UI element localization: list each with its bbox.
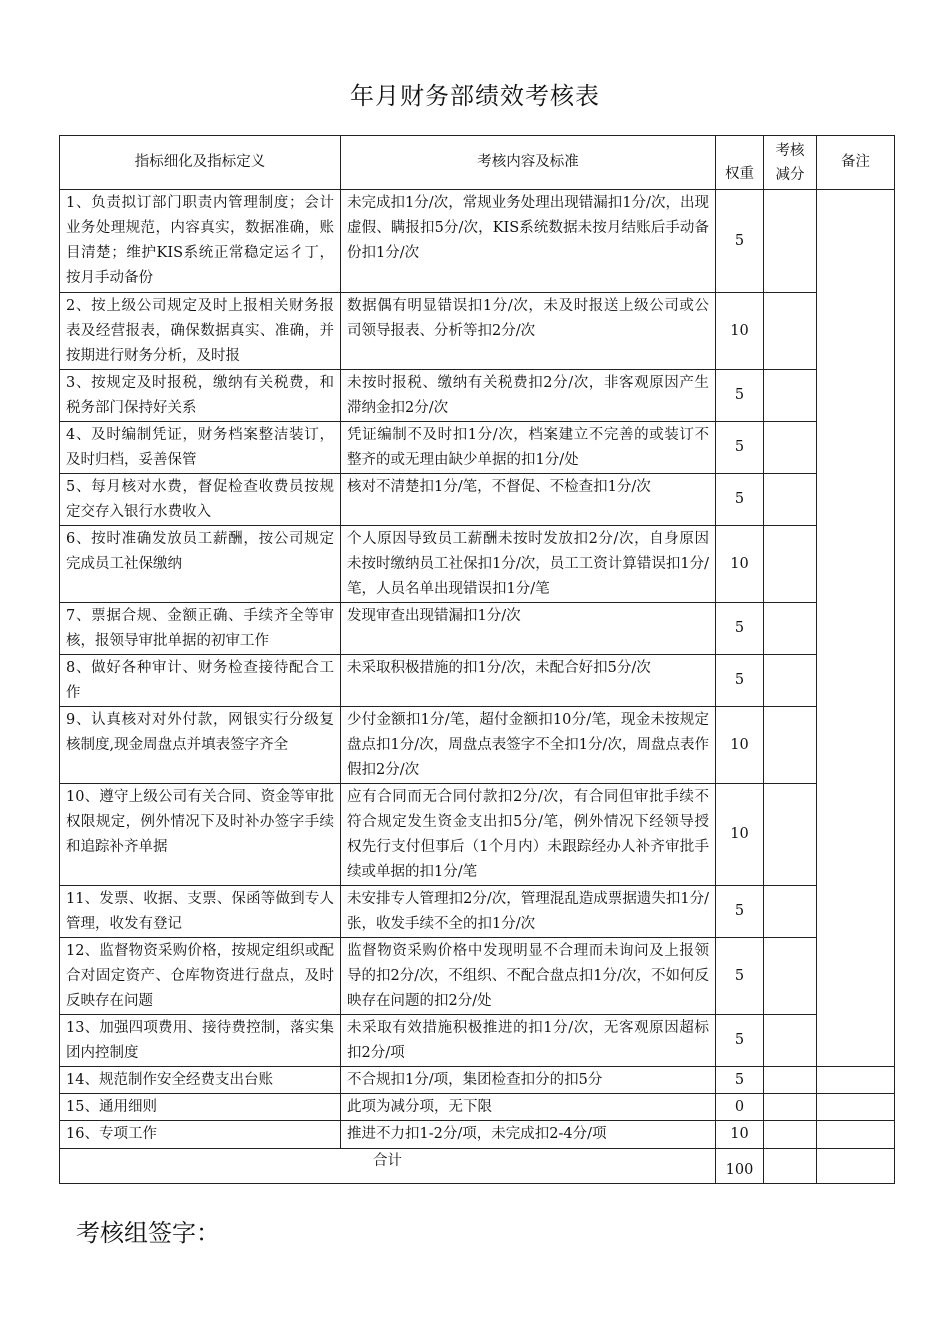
row-standard: 发现审查出现错漏扣1分/次 xyxy=(341,603,716,655)
row-weight: 5 xyxy=(716,938,764,1015)
table-row xyxy=(60,293,895,370)
row-weight: 5 xyxy=(716,1015,764,1067)
table-row xyxy=(60,1067,895,1094)
header-remark: 备注 xyxy=(817,136,895,190)
row-definition: 15、通用细则 xyxy=(60,1094,341,1121)
table-row xyxy=(60,526,895,603)
table-row xyxy=(60,707,895,784)
table-row xyxy=(60,1015,895,1067)
row-deduction-cell[interactable] xyxy=(764,1121,817,1149)
row-deduction-cell[interactable] xyxy=(764,293,817,370)
row-definition: 14、规范制作安全经费支出台账 xyxy=(60,1067,341,1094)
row-weight: 5 xyxy=(716,603,764,655)
row-weight: 10 xyxy=(716,784,764,886)
remark-cell[interactable] xyxy=(817,1094,895,1121)
total-row xyxy=(60,1149,895,1184)
row-deduction-cell[interactable] xyxy=(764,474,817,526)
page-title: 年月财务部绩效考核表 xyxy=(350,82,600,110)
row-deduction-cell[interactable] xyxy=(764,886,817,938)
row-deduction-cell[interactable] xyxy=(764,370,817,422)
table-row xyxy=(60,784,895,886)
row-deduction-cell[interactable] xyxy=(764,422,817,474)
table-row xyxy=(60,1094,895,1121)
row-deduction-cell[interactable] xyxy=(764,1094,817,1121)
total-label: 合计 xyxy=(60,1149,716,1184)
row-definition: 6、按时准确发放员工薪酬，按公司规定完成员工社保缴纳 xyxy=(60,526,341,603)
row-deduction-cell[interactable] xyxy=(764,655,817,707)
row-definition: 12、监督物资采购价格，按规定组织或配合对固定资产、仓库物资进行盘点，及时反映存在问题 xyxy=(60,938,341,1015)
table-header-row xyxy=(60,136,895,190)
row-definition: 16、专项工作 xyxy=(60,1121,341,1149)
row-standard: 应有合同而无合同付款扣2分/次，有合同但审批手续不符合规定发生资金支出扣5分/笔，例外情况下经领导授权先行支付但事后（1个月内）未跟踪经办人补齐审批手续或单据的扣1分/笔 xyxy=(341,784,716,886)
row-weight: 10 xyxy=(716,293,764,370)
total-remark-cell[interactable] xyxy=(817,1149,895,1184)
evaluation-table xyxy=(59,135,895,1184)
row-standard: 不合规扣1分/项，集团检查扣分的扣5分 xyxy=(341,1067,716,1094)
row-deduction-cell[interactable] xyxy=(764,938,817,1015)
table-row xyxy=(60,655,895,707)
row-standard: 数据偶有明显错误扣1分/次，未及时报送上级公司或公司领导报表、分析等扣2分/次 xyxy=(341,293,716,370)
header-definition: 指标细化及指标定义 xyxy=(60,136,341,190)
row-deduction-cell[interactable] xyxy=(764,707,817,784)
row-standard: 未采取有效措施积极推进的扣1分/次，无客观原因超标扣2分/项 xyxy=(341,1015,716,1067)
row-standard: 未按时报税、缴纳有关税费扣2分/次，非客观原因产生滞纳金扣2分/次 xyxy=(341,370,716,422)
remark-cell[interactable] xyxy=(817,1067,895,1094)
signature-label: 考核组签字： xyxy=(76,1219,220,1247)
row-standard: 核对不清楚扣1分/笔，不督促、不检查扣1分/次 xyxy=(341,474,716,526)
row-standard: 未完成扣1分/次，常规业务处理出现错漏扣1分/次，出现虚假、瞒报扣5分/次，KIS系统数据未按月结账后手动备份扣1分/次 xyxy=(341,190,716,293)
row-standard: 未安排专人管理扣2分/次，管理混乱造成票据遗失扣1分/张，收发手续不全的扣1分/次 xyxy=(341,886,716,938)
table-row xyxy=(60,474,895,526)
table-row xyxy=(60,370,895,422)
total-deduction-cell[interactable] xyxy=(764,1149,817,1184)
row-standard: 监督物资采购价格中发现明显不合理而未询问及上报领导的扣2分/次，不组织、不配合盘点扣1分/次，不如何反映存在问题的扣2分/处 xyxy=(341,938,716,1015)
row-weight: 5 xyxy=(716,474,764,526)
remark-cell[interactable] xyxy=(817,190,895,1067)
row-definition: 13、加强四项费用、接待费控制，落实集团内控制度 xyxy=(60,1015,341,1067)
row-standard: 少付金额扣1分/笔，超付金额扣10分/笔，现金未按规定盘点扣1分/次，周盘点表签字不全扣1分/次，周盘点表作假扣2分/次 xyxy=(341,707,716,784)
header-deduction: 考核减分 xyxy=(764,136,817,190)
row-standard: 此项为减分项，无下限 xyxy=(341,1094,716,1121)
row-definition: 3、按规定及时报税，缴纳有关税费，和税务部门保持好关系 xyxy=(60,370,341,422)
table-row xyxy=(60,938,895,1015)
remark-cell[interactable] xyxy=(817,1121,895,1149)
header-standard: 考核内容及标准 xyxy=(341,136,716,190)
row-definition: 4、及时编制凭证，财务档案整洁装订，及时归档，妥善保管 xyxy=(60,422,341,474)
table-row xyxy=(60,190,895,293)
row-definition: 11、发票、收据、支票、保函等做到专人管理，收发有登记 xyxy=(60,886,341,938)
row-deduction-cell[interactable] xyxy=(764,603,817,655)
row-weight: 10 xyxy=(716,526,764,603)
row-deduction-cell[interactable] xyxy=(764,190,817,293)
row-deduction-cell[interactable] xyxy=(764,1067,817,1094)
header-weight: 权重 xyxy=(716,136,764,190)
table-row xyxy=(60,422,895,474)
table-row xyxy=(60,886,895,938)
row-weight: 0 xyxy=(716,1094,764,1121)
row-weight: 5 xyxy=(716,422,764,474)
row-definition: 2、按上级公司规定及时上报相关财务报表及经营报表，确保数据真实、准确，并按期进行财务分析，及时报 xyxy=(60,293,341,370)
row-definition: 8、做好各种审计、财务检查接待配合工作 xyxy=(60,655,341,707)
row-deduction-cell[interactable] xyxy=(764,784,817,886)
row-deduction-cell[interactable] xyxy=(764,1015,817,1067)
row-definition: 5、每月核对水费，督促检查收费员按规定交存入银行水费收入 xyxy=(60,474,341,526)
row-weight: 10 xyxy=(716,1121,764,1149)
table-row xyxy=(60,1121,895,1149)
row-definition: 7、票据合规、金额正确、手续齐全等审核，报领导审批单据的初审工作 xyxy=(60,603,341,655)
row-standard: 凭证编制不及时扣1分/次，档案建立不完善的或装订不整齐的或无理由缺少单据的扣1分/处 xyxy=(341,422,716,474)
row-weight: 10 xyxy=(716,707,764,784)
row-standard: 推进不力扣1-2分/项，未完成扣2-4分/项 xyxy=(341,1121,716,1149)
row-standard: 个人原因导致员工薪酬未按时发放扣2分/次，自身原因未按时缴纳员工社保扣1分/次，员工工资计算错误扣1分/笔，人员名单出现错误扣1分/笔 xyxy=(341,526,716,603)
row-weight: 5 xyxy=(716,370,764,422)
row-weight: 5 xyxy=(716,886,764,938)
table-row xyxy=(60,603,895,655)
row-weight: 5 xyxy=(716,655,764,707)
row-weight: 5 xyxy=(716,190,764,293)
row-deduction-cell[interactable] xyxy=(764,526,817,603)
row-weight: 5 xyxy=(716,1067,764,1094)
row-definition: 9、认真核对对外付款，网银实行分级复核制度,现金周盘点并填表签字齐全 xyxy=(60,707,341,784)
total-weight: 100 xyxy=(716,1149,764,1184)
row-definition: 1、负责拟订部门职责内管理制度；会计业务处理规范，内容真实，数据准确，账目清楚；维护KIS系统正常稳定运彳丁，按月手动备份 xyxy=(60,190,341,293)
row-definition: 10、遵守上级公司有关合同、资金等审批权限规定，例外情况下及时补办签字手续和追踪补齐单据 xyxy=(60,784,341,886)
row-standard: 未采取积极措施的扣1分/次，未配合好扣5分/次 xyxy=(341,655,716,707)
